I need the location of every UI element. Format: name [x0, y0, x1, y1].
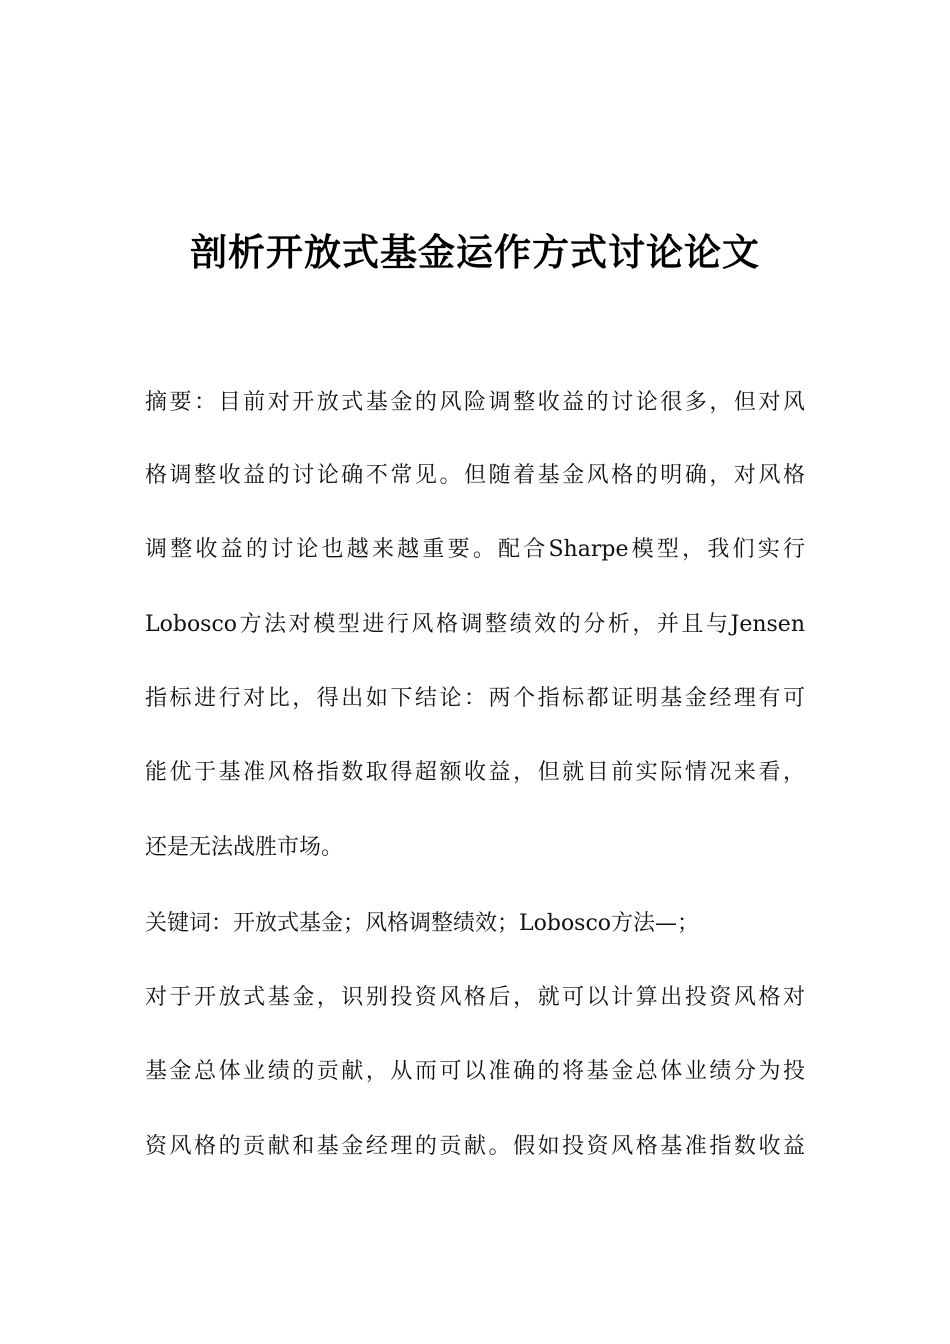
abstract-line-6: 能优于基准风格指数取得超额收益，但就目前实际情况来看，: [145, 760, 805, 785]
body-line-1: 对于开放式基金，识别投资风格后，就可以计算出投资风格对: [145, 985, 805, 1010]
abstract-line-2: 格调整收益的讨论确不常见。但随着基金风格的明确，对风格: [145, 463, 805, 488]
document-title: 剖析开放式基金运作方式讨论论文: [190, 231, 760, 274]
abstract-line-5: 指标进行对比，得出如下结论：两个指标都证明基金经理有可: [145, 686, 805, 711]
body-line-3: 资风格的贡献和基金经理的贡献。假如投资风格基准指数收益: [145, 1134, 805, 1159]
abstract-line-7: 还是无法战胜市场。: [145, 835, 344, 860]
abstract-line-1: 摘要：目前对开放式基金的风险调整收益的讨论很多，但对风: [145, 390, 805, 415]
body-line-2: 基金总体业绩的贡献，从而可以准确的将基金总体业绩分为投: [145, 1059, 805, 1084]
keywords-line: 关键词：开放式基金；风格调整绩效；Lobosco方法—；: [145, 911, 700, 936]
abstract-line-3: 调整收益的讨论也越来越重要。配合Sharpe模型，我们实行: [145, 537, 805, 562]
abstract-line-4: Lobosco方法对模型进行风格调整绩效的分析，并且与Jensen: [145, 612, 805, 637]
